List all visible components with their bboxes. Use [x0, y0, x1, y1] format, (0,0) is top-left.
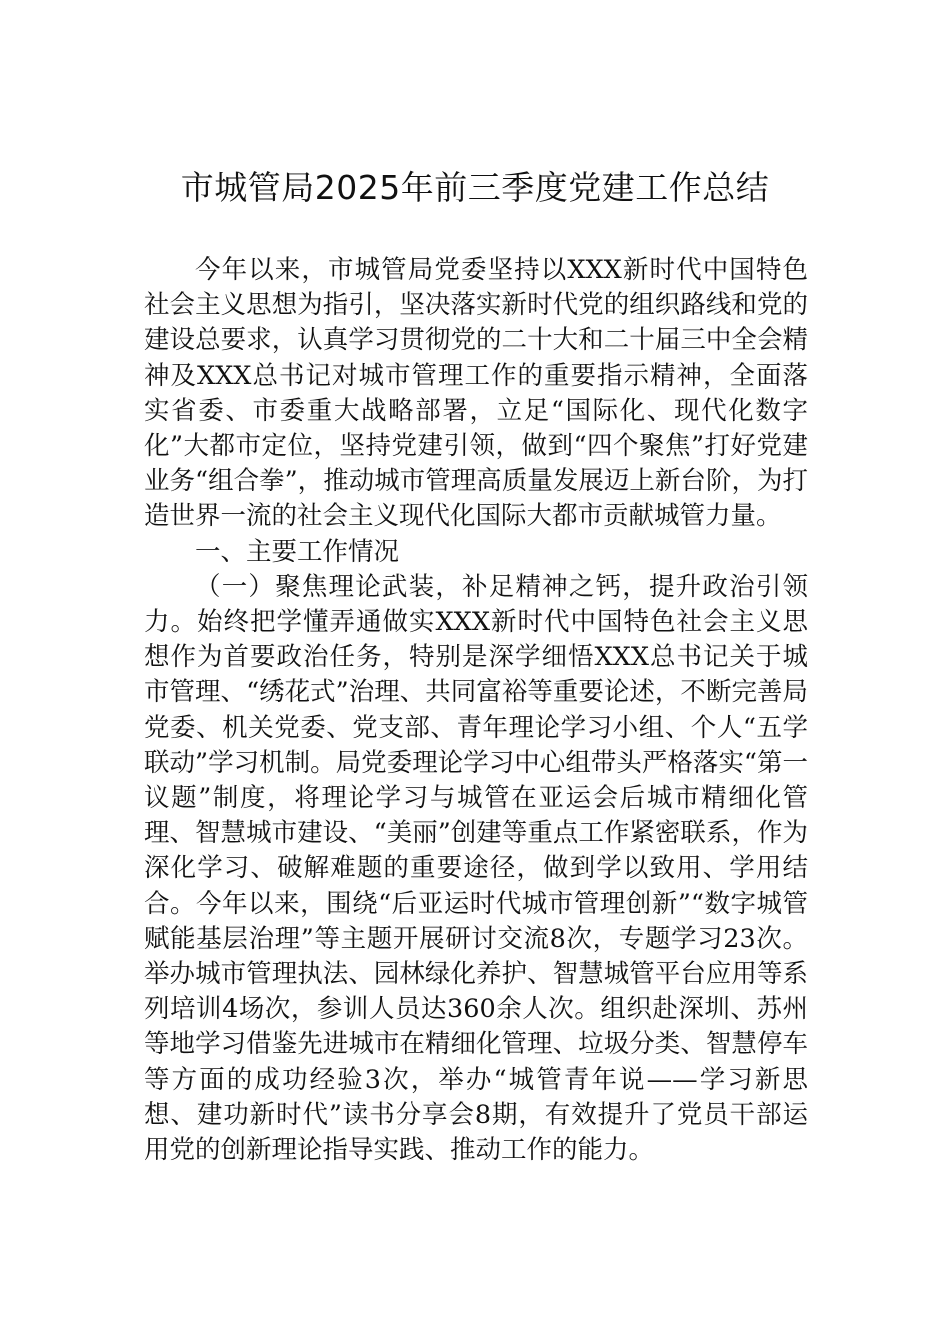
intro-paragraph: 今年以来，市城管局党委坚持以XXX新时代中国特色社会主义思想为指引，坚决落实新时代党的组织路线和党的建设总要求，认真学习贯彻党的二十大和二十届三中全会精神及XXX总书记对城市管理工作的重要指示精神，全面落实省委、市委重大战略部署，立足“国际化、现代化数字化”大都市定位，坚持党建引领，做到“四个聚焦”打好党建业务“组合拳”，推动城市管理高质量发展迈上新台阶，为打造世界一流的社会主义现代化国际大都市贡献城管力量。 [144, 255, 808, 532]
body-paragraph: （一）聚焦理论武装，补足精神之钙，提升政治引领力。始终把学懂弄通做实XXX新时代中国特色社会主义思想作为首要政治任务，特别是深学细悟XXX总书记关于城市管理、“绣花式”治理、共同富裕等重要论述，不断完善局党委、机关党委、党支部、青年理论学习小组、个人“五学联动”学习机制。局党委理论学习中心组带头严格落实“第一议题”制度，将理论学习与城管在亚运会后城市精细化管理、智慧城市建设、“美丽”创建等重点工作紧密联系，作为深化学习、破解难题的重要途径，做到学以致用、学用结合。今年以来，围绕“后亚运时代城市管理创新”“数字城管赋能基层治理”等主题开展研讨交流8次，专题学习23次。举办城市管理执法、园林绿化养护、智慧城管平台应用等系列培训4场次，参训人员达360余人次。组织赴深圳、苏州等地学习借鉴先进城市在精细化管理、垃圾分类、智慧停车等方面的成功经验3次，举办“城管青年说——学习新思想、建功新时代”读书分享会8期，有效提升了党员干部运用党的创新理论指导实践、推动工作的能力。 [144, 571, 808, 1166]
document-body [144, 253, 808, 1168]
section-heading: 一、主要工作情况 [195, 536, 400, 567]
document-title: 市城管局2025年前三季度党建工作总结 [180, 168, 770, 207]
